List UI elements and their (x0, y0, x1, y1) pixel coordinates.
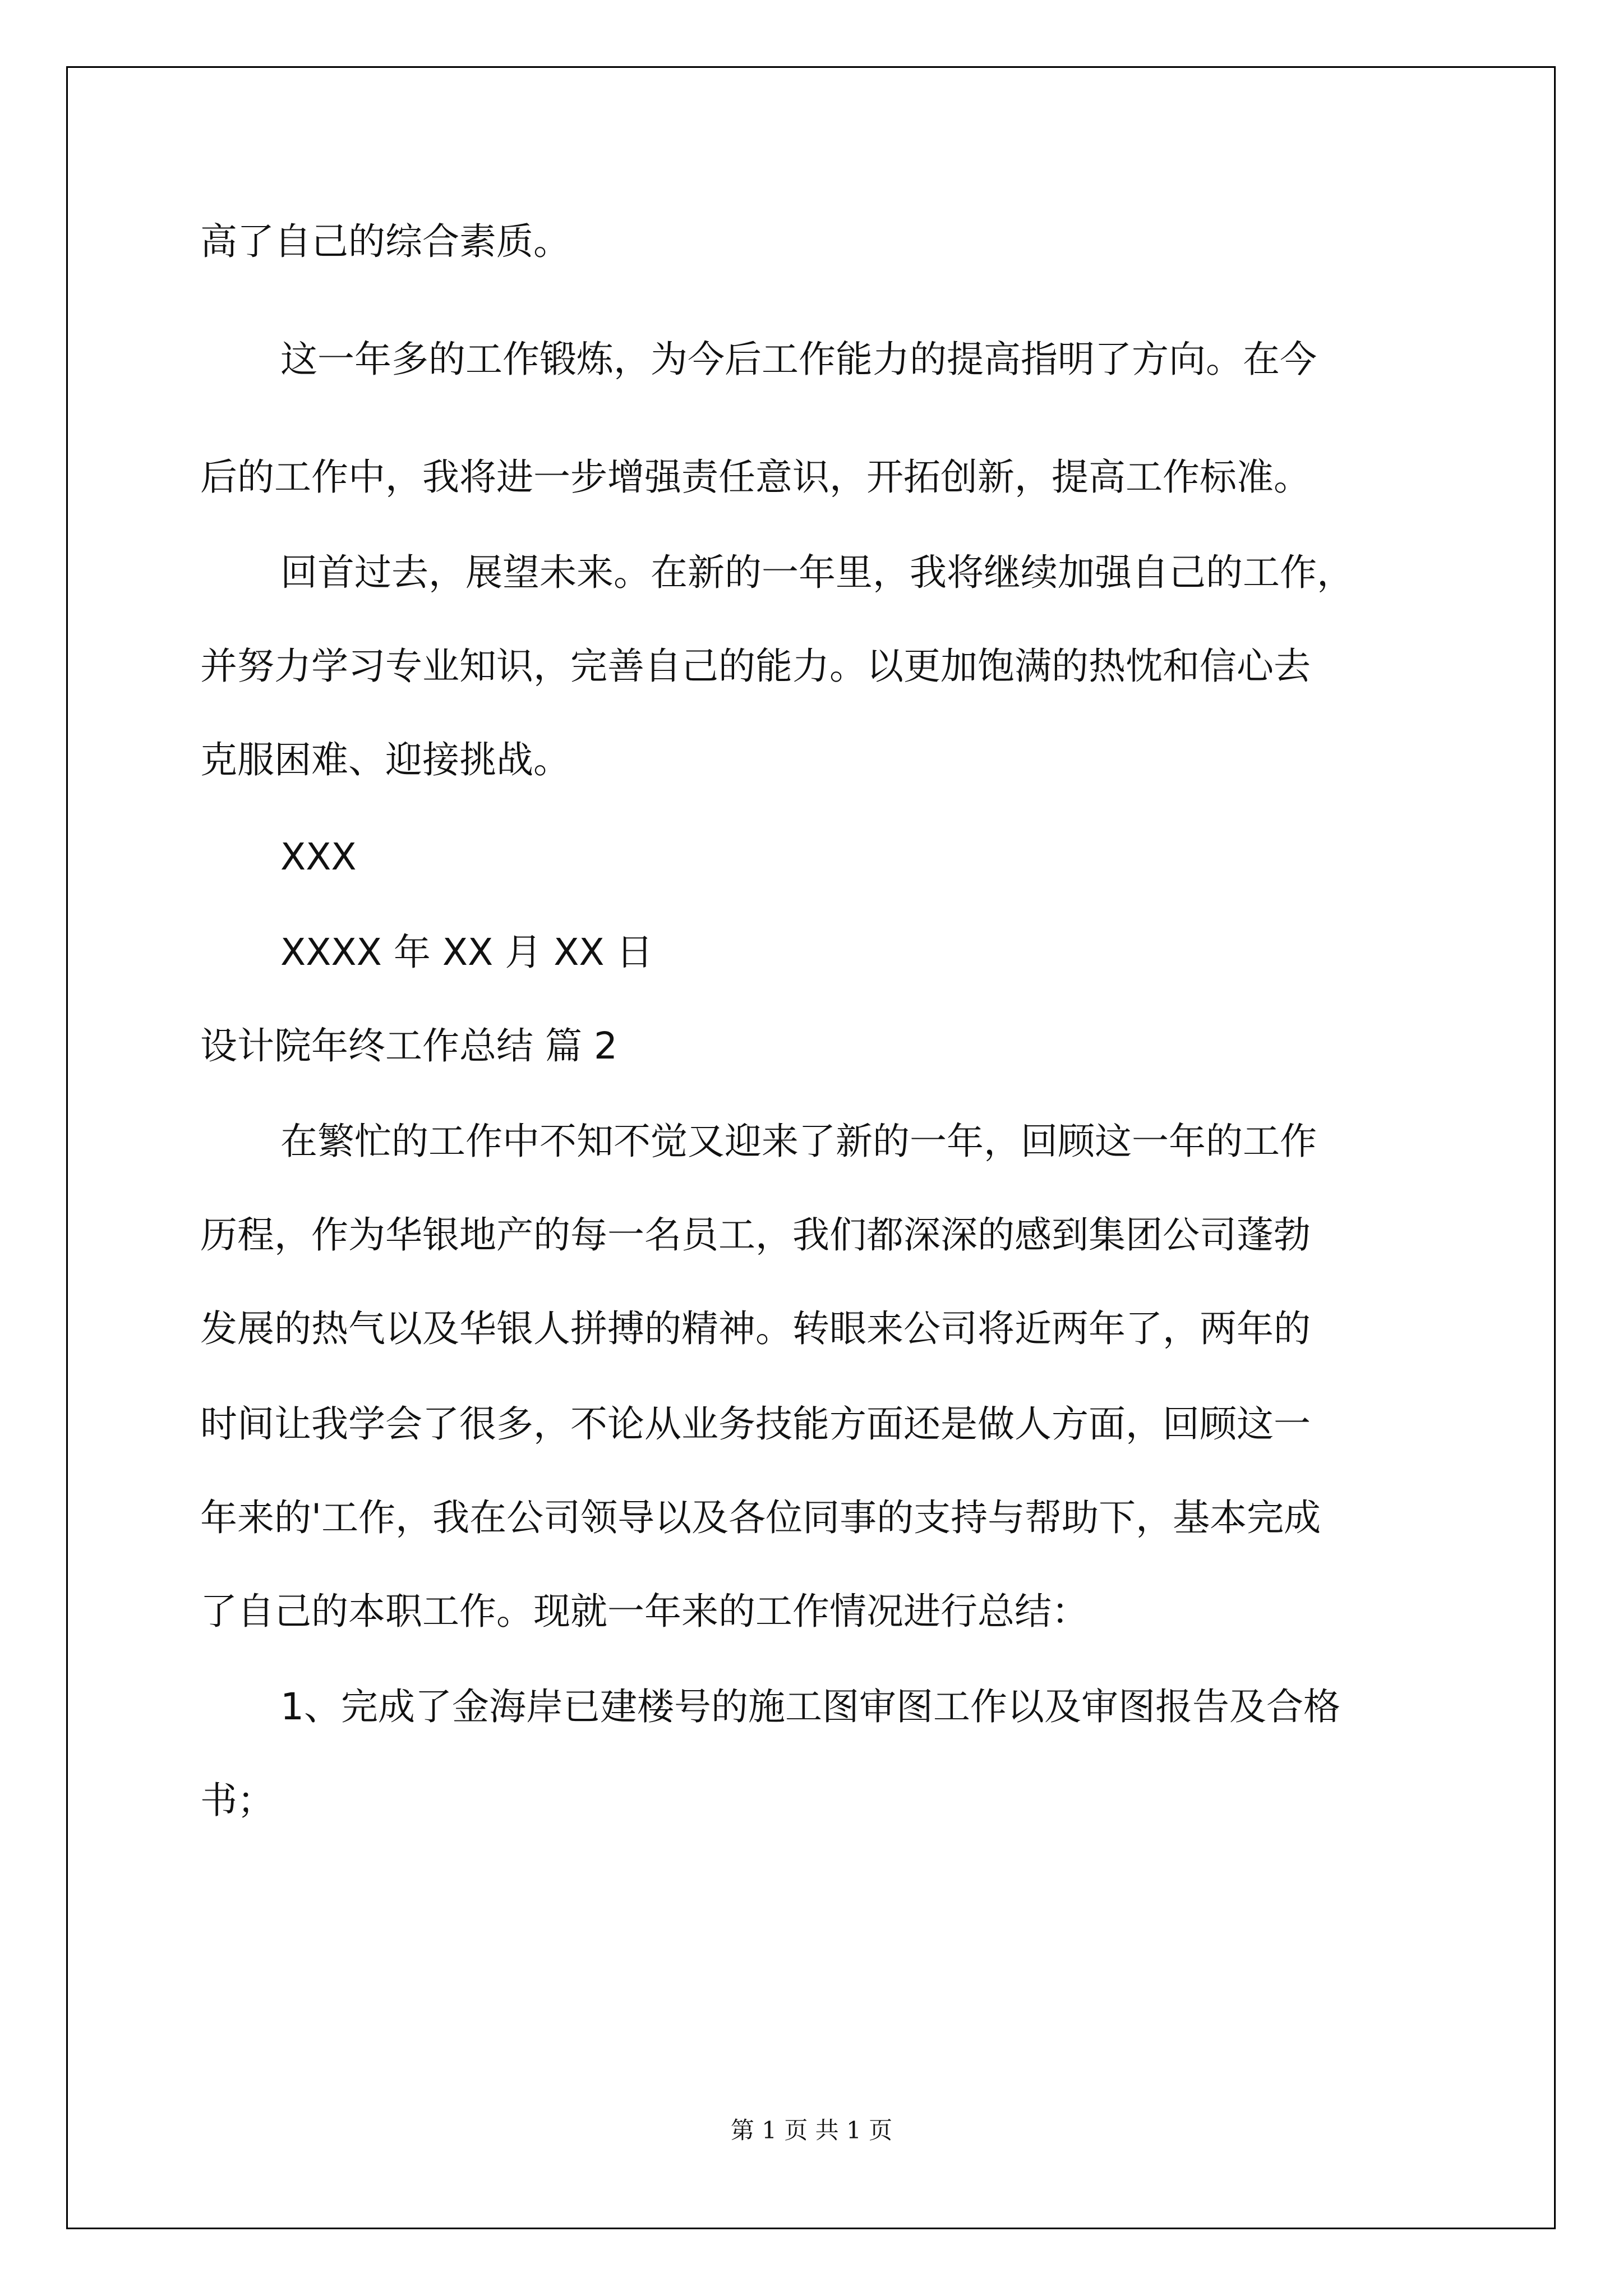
paragraph-line: 发展的热气以及华银人拼搏的精神。转眼来公司将近两年了，两年的 (200, 1307, 1311, 1350)
signature-date: XXXX 年 XX 月 XX 日 (280, 931, 653, 974)
paragraph-line: 克服困难、迎接挑战。 (200, 738, 570, 781)
page-number-footer: 第 1 页 共 1 页 (730, 2116, 893, 2144)
paragraph-line: 在繁忙的工作中不知不觉又迎来了新的一年，回顾这一年的工作 (280, 1120, 1317, 1163)
list-item-line: 书； (200, 1779, 274, 1822)
signature-name: XXX (280, 835, 357, 878)
paragraph-line: 了自己的本职工作。现就一年来的工作情况进行总结： (200, 1590, 1089, 1633)
list-item-line: 1、完成了金海岸已建楼号的施工图审图工作以及审图报告及合格 (280, 1685, 1340, 1728)
paragraph-line: 后的工作中，我将进一步增强责任意识，开拓创新，提高工作标准。 (200, 455, 1311, 499)
paragraph-line: 这一年多的工作锻炼，为今后工作能力的提高指明了方向。在今 (280, 338, 1317, 381)
paragraph-line: 年来的'工作，我在公司领导以及各位同事的支持与帮助下，基本完成 (200, 1496, 1321, 1539)
paragraph-line: 回首过去，展望未来。在新的一年里，我将继续加强自己的工作， (280, 551, 1354, 594)
paragraph-line: 时间让我学会了很多，不论从业务技能方面还是做人方面，回顾这一 (200, 1402, 1311, 1446)
section-heading: 设计院年终工作总结 篇 2 (200, 1024, 617, 1068)
paragraph-line: 并努力学习专业知识，完善自己的能力。以更加饱满的热忱和信心去 (200, 645, 1311, 688)
paragraph-line: 高了自己的综合素质。 (200, 220, 570, 263)
paragraph-line: 历程，作为华银地产的每一名员工，我们都深深的感到集团公司蓬勃 (200, 1213, 1311, 1257)
